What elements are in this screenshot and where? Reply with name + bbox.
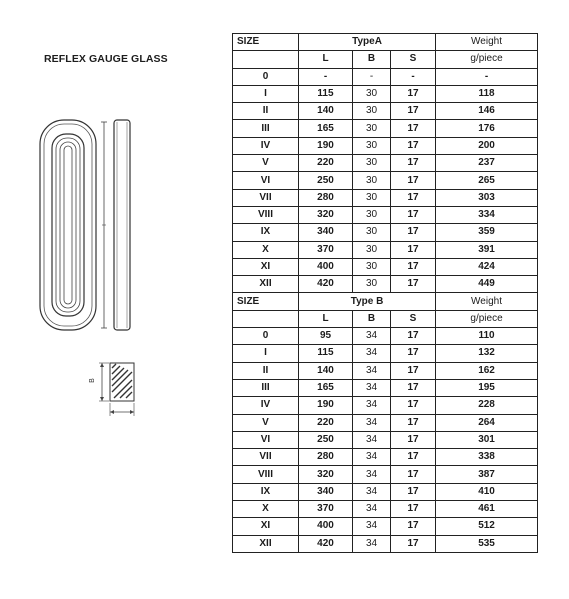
width-cell: 34 — [353, 483, 391, 500]
size-cell: VIII — [233, 206, 299, 223]
length-cell: 400 — [299, 518, 353, 535]
type-header: Type B — [299, 293, 436, 310]
col-l-header: L — [299, 51, 353, 68]
size-cell: V — [233, 414, 299, 431]
size-cell: III — [233, 379, 299, 396]
width-cell: - — [353, 68, 391, 85]
table-row — [233, 137, 538, 154]
table-row — [233, 85, 538, 102]
cross-section-svg — [90, 360, 140, 422]
weight-cell: 200 — [436, 137, 538, 154]
size-cell: VI — [233, 172, 299, 189]
length-cell: 340 — [299, 483, 353, 500]
table-row — [233, 120, 538, 137]
thickness-cell: - — [391, 68, 436, 85]
size-cell: I — [233, 345, 299, 362]
length-cell: 165 — [299, 120, 353, 137]
type-b-header-row — [233, 293, 538, 310]
weight-unit: g/piece — [436, 310, 538, 327]
weight-cell: 410 — [436, 483, 538, 500]
thickness-cell: 17 — [391, 466, 436, 483]
table-row — [233, 449, 538, 466]
size-cell: III — [233, 120, 299, 137]
length-cell: 190 — [299, 137, 353, 154]
width-cell: 34 — [353, 414, 391, 431]
weight-cell: 334 — [436, 206, 538, 223]
length-cell: 320 — [299, 206, 353, 223]
gauge-glass-drawing — [38, 118, 134, 334]
thickness-cell: 17 — [391, 120, 436, 137]
thickness-cell: 17 — [391, 328, 436, 345]
table-row — [233, 501, 538, 518]
weight-cell: 512 — [436, 518, 538, 535]
weight-cell: 387 — [436, 466, 538, 483]
weight-header: Weight — [436, 293, 538, 310]
width-cell: 30 — [353, 120, 391, 137]
type-header: TypeA — [299, 34, 436, 51]
table-row — [233, 483, 538, 500]
length-cell: 370 — [299, 241, 353, 258]
thickness-cell: 17 — [391, 501, 436, 518]
width-cell: 30 — [353, 206, 391, 223]
weight-cell: 237 — [436, 155, 538, 172]
thickness-cell: 17 — [391, 189, 436, 206]
length-cell: 115 — [299, 345, 353, 362]
length-cell: 165 — [299, 379, 353, 396]
length-cell: 190 — [299, 397, 353, 414]
width-cell: 34 — [353, 518, 391, 535]
thickness-cell: 17 — [391, 449, 436, 466]
table-row — [233, 206, 538, 223]
size-cell: XII — [233, 535, 299, 552]
size-cell: VI — [233, 431, 299, 448]
weight-cell: 338 — [436, 449, 538, 466]
size-header: SIZE — [233, 293, 299, 310]
thickness-cell: 17 — [391, 276, 436, 293]
dimension-b-label: B — [88, 378, 96, 383]
width-cell: 30 — [353, 137, 391, 154]
weight-cell: 110 — [436, 328, 538, 345]
length-cell: 420 — [299, 535, 353, 552]
weight-cell: 359 — [436, 224, 538, 241]
thickness-cell: 17 — [391, 535, 436, 552]
table-row — [233, 466, 538, 483]
table-row — [233, 328, 538, 345]
thickness-cell: 17 — [391, 241, 436, 258]
size-cell: XI — [233, 258, 299, 275]
weight-cell: 176 — [436, 120, 538, 137]
weight-cell: 449 — [436, 276, 538, 293]
table-row — [233, 103, 538, 120]
table-row — [233, 345, 538, 362]
weight-header: Weight — [436, 34, 538, 51]
thickness-cell: 17 — [391, 397, 436, 414]
empty-cell — [233, 51, 299, 68]
size-cell: V — [233, 155, 299, 172]
thickness-cell: 17 — [391, 85, 436, 102]
length-cell: 320 — [299, 466, 353, 483]
weight-cell: 132 — [436, 345, 538, 362]
width-cell: 30 — [353, 258, 391, 275]
width-cell: 34 — [353, 431, 391, 448]
thickness-cell: 17 — [391, 345, 436, 362]
size-cell: VII — [233, 449, 299, 466]
table-row — [233, 518, 538, 535]
length-cell: 115 — [299, 85, 353, 102]
thickness-cell: 17 — [391, 414, 436, 431]
weight-cell: 264 — [436, 414, 538, 431]
width-cell: 30 — [353, 241, 391, 258]
thickness-cell: 17 — [391, 172, 436, 189]
table-row — [233, 431, 538, 448]
length-cell: 140 — [299, 103, 353, 120]
thickness-cell: 17 — [391, 258, 436, 275]
weight-cell: 535 — [436, 535, 538, 552]
width-cell: 30 — [353, 276, 391, 293]
col-s-header: S — [391, 310, 436, 327]
weight-cell: 301 — [436, 431, 538, 448]
weight-cell: 118 — [436, 85, 538, 102]
weight-cell: 228 — [436, 397, 538, 414]
size-cell: XII — [233, 276, 299, 293]
width-cell: 30 — [353, 103, 391, 120]
weight-cell: 424 — [436, 258, 538, 275]
type-a-section — [233, 34, 538, 293]
table-row — [233, 535, 538, 552]
size-cell: XI — [233, 518, 299, 535]
thickness-cell: 17 — [391, 483, 436, 500]
length-cell: 220 — [299, 414, 353, 431]
size-cell: IV — [233, 397, 299, 414]
col-l-header: L — [299, 310, 353, 327]
thickness-cell: 17 — [391, 103, 436, 120]
size-cell: IX — [233, 483, 299, 500]
empty-cell — [233, 310, 299, 327]
width-cell: 30 — [353, 155, 391, 172]
width-cell: 34 — [353, 328, 391, 345]
length-cell: - — [299, 68, 353, 85]
size-cell: II — [233, 103, 299, 120]
weight-cell: - — [436, 68, 538, 85]
thickness-cell: 17 — [391, 518, 436, 535]
weight-cell: 162 — [436, 362, 538, 379]
table-row — [233, 189, 538, 206]
width-cell: 30 — [353, 224, 391, 241]
size-cell: IV — [233, 137, 299, 154]
thickness-cell: 17 — [391, 224, 436, 241]
table-row — [233, 241, 538, 258]
length-cell: 140 — [299, 362, 353, 379]
size-cell: II — [233, 362, 299, 379]
col-b-header: B — [353, 51, 391, 68]
size-cell: I — [233, 85, 299, 102]
width-cell: 34 — [353, 449, 391, 466]
length-cell: 400 — [299, 258, 353, 275]
length-cell: 280 — [299, 449, 353, 466]
thickness-cell: 17 — [391, 155, 436, 172]
cross-section-drawing — [90, 360, 140, 422]
table-row — [233, 258, 538, 275]
table-row — [233, 379, 538, 396]
width-cell: 34 — [353, 345, 391, 362]
length-cell: 280 — [299, 189, 353, 206]
width-cell: 34 — [353, 501, 391, 518]
length-cell: 370 — [299, 501, 353, 518]
col-b-header: B — [353, 310, 391, 327]
size-cell: VII — [233, 189, 299, 206]
table-row — [233, 276, 538, 293]
type-b-subheader-row — [233, 310, 538, 327]
length-cell: 95 — [299, 328, 353, 345]
length-cell: 250 — [299, 431, 353, 448]
weight-cell: 265 — [436, 172, 538, 189]
table-row — [233, 68, 538, 85]
thickness-cell: 17 — [391, 362, 436, 379]
weight-cell: 146 — [436, 103, 538, 120]
size-cell: IX — [233, 224, 299, 241]
length-cell: 220 — [299, 155, 353, 172]
size-cell: X — [233, 241, 299, 258]
weight-cell: 195 — [436, 379, 538, 396]
length-cell: 420 — [299, 276, 353, 293]
width-cell: 34 — [353, 466, 391, 483]
weight-cell: 461 — [436, 501, 538, 518]
width-cell: 30 — [353, 189, 391, 206]
table-row — [233, 362, 538, 379]
thickness-cell: 17 — [391, 206, 436, 223]
table-row — [233, 224, 538, 241]
width-cell: 34 — [353, 379, 391, 396]
size-header: SIZE — [233, 34, 299, 51]
table-row — [233, 172, 538, 189]
width-cell: 34 — [353, 362, 391, 379]
spec-table — [232, 33, 538, 553]
length-cell: 250 — [299, 172, 353, 189]
table-row — [233, 414, 538, 431]
size-cell: VIII — [233, 466, 299, 483]
width-cell: 30 — [353, 85, 391, 102]
size-cell: X — [233, 501, 299, 518]
thickness-cell: 17 — [391, 431, 436, 448]
thickness-cell: 17 — [391, 379, 436, 396]
page-title: REFLEX GAUGE GLASS — [44, 53, 168, 65]
table-row — [233, 155, 538, 172]
thickness-cell: 17 — [391, 137, 436, 154]
type-b-section — [233, 293, 538, 552]
width-cell: 34 — [353, 535, 391, 552]
type-a-subheader-row — [233, 51, 538, 68]
size-cell: 0 — [233, 68, 299, 85]
col-s-header: S — [391, 51, 436, 68]
width-cell: 34 — [353, 397, 391, 414]
table-row — [233, 397, 538, 414]
width-cell: 30 — [353, 172, 391, 189]
weight-cell: 303 — [436, 189, 538, 206]
weight-unit: g/piece — [436, 51, 538, 68]
weight-cell: 391 — [436, 241, 538, 258]
type-a-header-row — [233, 34, 538, 51]
size-cell: 0 — [233, 328, 299, 345]
length-cell: 340 — [299, 224, 353, 241]
